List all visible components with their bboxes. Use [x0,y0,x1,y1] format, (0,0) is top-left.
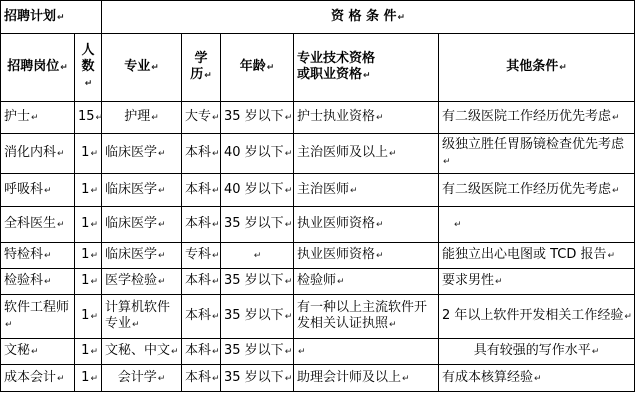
cell-count: 15↵ [75,102,102,134]
cell-qualification: 护士执业资格↵ [294,102,439,134]
table-row [1,243,635,269]
cell-major: 临床医学↵ [102,207,182,243]
cell-position: 消化内科↵ [1,134,75,174]
col-major: 专业↵ [102,34,182,102]
cell-education: 本科↵ [182,134,221,174]
cell-count: 1↵ [75,207,102,243]
col-education: 学 历↵ [182,34,221,102]
col-position: 招聘岗位↵ [1,34,75,102]
cell-age: 40 岁以下↵ [221,174,294,207]
cell-other: 有二级医院工作经历优先考虑↵ [439,102,635,134]
cell-position: 文秘↵ [1,339,75,365]
table-row [1,134,635,174]
header-qualification-conditions: 资 格 条 件↵ [102,1,635,34]
cell-major: 医学检验↵ [102,269,182,295]
cell-major: 会计学↵ [102,365,182,392]
cell-age: 35 岁以下↵ [221,295,294,339]
cell-position: 检验科↵ [1,269,75,295]
cell-education: 专科↵ [182,243,221,269]
cell-position: 软件工程师↵ [1,295,75,339]
cell-age: 35 岁以下↵ [221,102,294,134]
col-count: 人 数↵ [75,34,102,102]
cell-major: 临床医学↵ [102,174,182,207]
cell-count: 1↵ [75,243,102,269]
cell-other: 有二级医院工作经历优先考虑↵ [439,174,635,207]
cell-count: 1↵ [75,269,102,295]
table-row [1,207,635,243]
cell-age: 35 岁以下↵ [221,269,294,295]
cell-other: 能独立出心电图或 TCD 报告↵ [439,243,635,269]
cell-count: 1↵ [75,174,102,207]
header-columns-row [1,34,635,102]
cell-qualification: 助理会计师及以上↵ [294,365,439,392]
cell-qualification: 主治医师↵ [294,174,439,207]
cell-education: 本科↵ [182,207,221,243]
cell-count: 1↵ [75,339,102,365]
col-qualification: 专业技术资格 或职业资格↵ [294,34,439,102]
cell-qualification: 有一种以上主流软件开发相关认证执照↵ [294,295,439,339]
cell-major: 文秘、中文↵ [102,339,182,365]
cell-position: 成本会计↵ [1,365,75,392]
cell-major: 计算机软件专业↵ [102,295,182,339]
table-row [1,365,635,392]
cell-other: 级独立胜任胃肠镜检查优先考虑↵ [439,134,635,174]
cell-other: 有成本核算经验↵ [439,365,635,392]
cell-major: 临床医学↵ [102,243,182,269]
cell-count: 1↵ [75,134,102,174]
cell-other: 2 年以上软件开发相关工作经验↵ [439,295,635,339]
cell-position: 呼吸科↵ [1,174,75,207]
cell-qualification: 执业医师资格↵ [294,207,439,243]
cell-age: 35 岁以下↵ [221,207,294,243]
table-row [1,174,635,207]
cell-major: 护理↵ [102,102,182,134]
cell-count: 1↵ [75,365,102,392]
cell-position: 全科医生↵ [1,207,75,243]
cell-other: 要求男性↵ [439,269,635,295]
cell-qualification: ↵ [294,339,439,365]
cell-age: 40 岁以下↵ [221,134,294,174]
cell-qualification: 主治医师及以上↵ [294,134,439,174]
col-age: 年龄↵ [221,34,294,102]
cell-education: 本科↵ [182,365,221,392]
cell-other: 具有较强的写作水平↵ [439,339,635,365]
cell-education: 本科↵ [182,174,221,207]
cell-age: 35 岁以下↵ [221,365,294,392]
header-recruitment-plan: 招聘计划↵ [1,1,102,34]
cell-count: 1↵ [75,295,102,339]
table-row [1,295,635,339]
cell-qualification: 执业医师资格↵ [294,243,439,269]
cell-education: 本科↵ [182,269,221,295]
cell-position: 护士↵ [1,102,75,134]
cell-education: 本科↵ [182,339,221,365]
cell-education: 大专↵ [182,102,221,134]
cell-age: 35 岁以下↵ [221,339,294,365]
header-group-row [1,1,635,34]
table-row [1,269,635,295]
cell-age: ↵ [221,243,294,269]
col-other: 其他条件↵ [439,34,635,102]
cell-other: ↵ [439,207,635,243]
cell-qualification: 检验师↵ [294,269,439,295]
cell-position: 特检科↵ [1,243,75,269]
table-row [1,339,635,365]
cell-major: 临床医学↵ [102,134,182,174]
cell-education: 本科↵ [182,295,221,339]
table-row [1,102,635,134]
